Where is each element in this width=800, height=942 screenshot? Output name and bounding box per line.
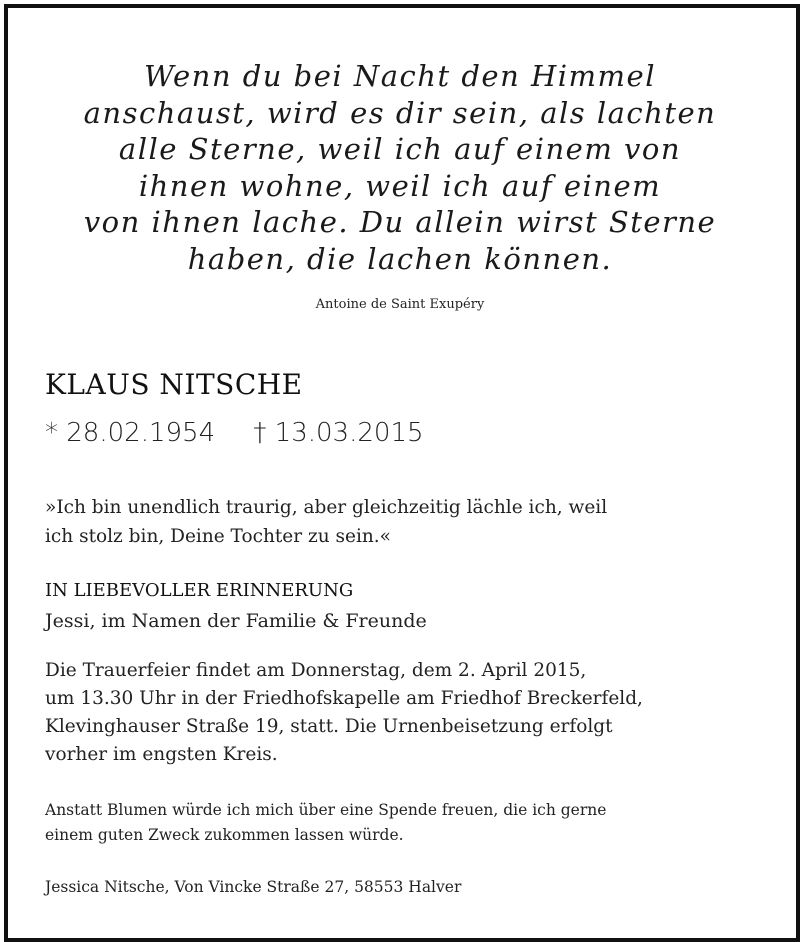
quote-line: von ihnen lache. Du allein wirst Sterne — [83, 205, 717, 240]
memory-signature: Jessi, im Namen der Familie & Freunde — [45, 610, 427, 632]
ceremony-info — [45, 657, 765, 769]
ceremony-line: Klevinghauser Straße 19, statt. Die Urnenbeisetzung erfolgt — [45, 716, 613, 737]
tribute-line: ich stolz bin, Deine Tochter zu sein.« — [45, 526, 391, 547]
tribute-line: »Ich bin unendlich traurig, aber gleichzeitig lächle ich, weil — [45, 497, 608, 518]
donation-line: Anstatt Blumen würde ich mich über eine Spende freuen, die ich gerne — [45, 801, 607, 819]
life-dates — [45, 418, 424, 448]
tribute-quote — [45, 493, 745, 551]
quote-line: Wenn du bei Nacht den Himmel — [144, 59, 656, 93]
death-date: † 13.03.2015 — [253, 418, 424, 448]
quote-author: Antoine de Saint Exupéry — [315, 297, 485, 312]
contact-address: Jessica Nitsche, Von Vincke Straße 27, 58553 Halver — [45, 878, 462, 896]
ceremony-line: vorher im engsten Kreis. — [45, 744, 278, 765]
quote-line: ihnen wohne, weil ich auf einem — [138, 168, 662, 203]
ceremony-line: um 13.30 Uhr in der Friedhofskapelle am Friedhof Breckerfeld, — [45, 688, 643, 709]
quote-line: alle Sterne, weil ich auf einem von — [118, 132, 682, 167]
quote-line: anschaust, wird es dir sein, als lachten — [83, 95, 717, 130]
deceased-name: KLAUS NITSCHE — [45, 368, 303, 401]
birth-date: * 28.02.1954 — [45, 418, 216, 448]
quote-line: haben, die lachen können. — [187, 241, 613, 276]
donation-note — [45, 798, 765, 848]
donation-line: einem guten Zweck zukommen lassen würde. — [45, 826, 404, 844]
poem-quote — [20, 58, 780, 278]
memory-heading: IN LIEBEVOLLER ERINNERUNG — [45, 580, 354, 601]
ceremony-line: Die Trauerfeier findet am Donnerstag, dem 2. April 2015, — [45, 660, 587, 681]
